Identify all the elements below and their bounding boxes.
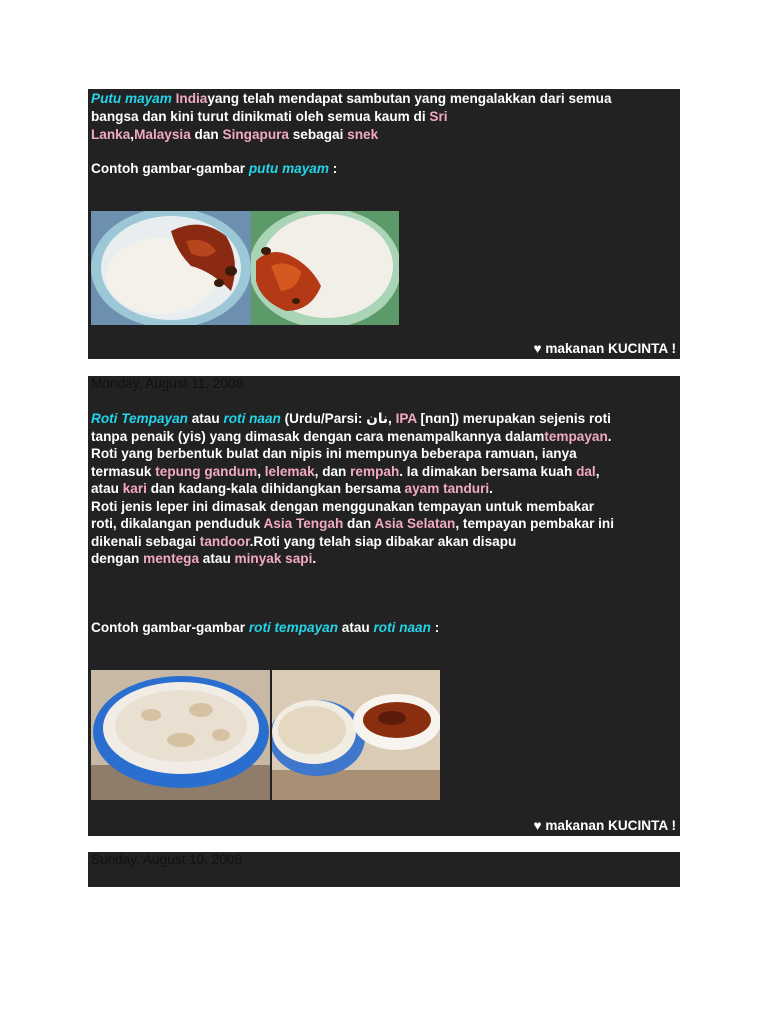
link-sri-lanka[interactable]: Sri <box>429 109 448 124</box>
post-date: Monday, August 11, 2008 <box>91 376 244 391</box>
post-line: Roti jenis leper ini dimasak dengan menggunakan tempayan untuk membakar <box>91 499 595 514</box>
text: atau <box>91 481 123 496</box>
text: bangsa dan kini turut dinikmati oleh semua kaum di <box>91 109 430 124</box>
text: dan <box>190 127 223 142</box>
link-rempah[interactable]: rempah <box>350 464 400 479</box>
text: dikenali sebagai <box>91 534 200 549</box>
text: termasuk <box>91 464 156 479</box>
text: , <box>130 127 135 142</box>
link-tandoor[interactable]: tandoor <box>199 534 250 549</box>
post-line <box>91 428 612 446</box>
text: , <box>388 411 396 426</box>
link-putu-mayam[interactable]: Putu mayam <box>91 91 172 106</box>
text: atau <box>187 411 224 426</box>
post-line <box>91 463 599 481</box>
post-line <box>91 550 316 568</box>
link-sri-lanka[interactable]: Lanka <box>91 127 131 142</box>
urdu-text: نان <box>366 411 389 426</box>
text: sebagai <box>288 127 348 142</box>
examples-heading <box>91 160 337 178</box>
post-line <box>91 410 611 428</box>
link-roti-naan[interactable]: roti naan <box>223 411 281 426</box>
roti-naan-photo-1 <box>91 670 270 800</box>
examples-heading <box>91 619 439 637</box>
post-line <box>91 90 612 108</box>
link-asia-selatan[interactable]: Asia Selatan <box>374 516 456 531</box>
post-panel-next <box>88 852 680 887</box>
post-line <box>91 108 448 126</box>
text: dan kadang-kala dihidangkan bersama <box>146 481 405 496</box>
link-tepung-gandum[interactable]: tepung gandum <box>155 464 258 479</box>
post-line: Roti yang berbentuk bulat dan nipis ini mempunya beberapa ramuan, ianya <box>91 446 577 461</box>
link-kari[interactable]: kari <box>122 481 147 496</box>
link-asia-tengah[interactable]: Asia Tengah <box>263 516 344 531</box>
post-line <box>91 480 493 498</box>
link-roti-naan[interactable]: roti naan <box>373 620 431 635</box>
text: .Roti yang telah siap dibakar akan disapu <box>249 534 517 549</box>
text: Contoh gambar-gambar <box>91 161 249 176</box>
text: dan <box>343 516 375 531</box>
link-putu-mayam[interactable]: putu mayam <box>248 161 329 176</box>
text: , <box>595 464 600 479</box>
link-ipa[interactable]: IPA <box>395 411 417 426</box>
roti-naan-photo-2 <box>272 670 440 800</box>
text: tanpa penaik (yis) yang dimasak dengan cara menampalkannya dalam <box>91 429 545 444</box>
text: dengan <box>91 551 144 566</box>
putu-mayam-photo-2 <box>251 211 399 325</box>
post-line <box>91 533 516 551</box>
link-lelemak[interactable]: lelemak <box>264 464 315 479</box>
link-ayam-tanduri[interactable]: ayam tanduri <box>404 481 490 496</box>
text: Contoh gambar-gambar <box>91 620 249 635</box>
post-panel-roti-naan <box>88 376 680 836</box>
text: [nɑn]) merupakan sejenis roti <box>416 411 611 426</box>
text: . <box>489 481 493 496</box>
post-date: Sunday, August 10, 2008 <box>91 852 242 867</box>
text: . Ia dimakan bersama kuah <box>399 464 577 479</box>
link-tempayan[interactable]: tempayan <box>544 429 608 444</box>
footer-link[interactable]: ♥ makanan KUCINTA ! <box>533 818 676 833</box>
post-line <box>91 515 614 533</box>
link-dal[interactable]: dal <box>576 464 596 479</box>
text: . <box>312 551 317 566</box>
text: , <box>257 464 265 479</box>
text: , tempayan pembakar ini <box>455 516 615 531</box>
text: roti, dikalangan penduduk <box>91 516 264 531</box>
text: atau <box>199 551 235 566</box>
link-singapura[interactable]: Singapura <box>222 127 289 142</box>
link-snek[interactable]: snek <box>347 127 379 142</box>
post-panel-putu-mayam <box>88 89 680 359</box>
link-india[interactable]: India <box>175 91 208 106</box>
text: (Urdu/Parsi: <box>280 411 367 426</box>
link-roti-tempayan[interactable]: roti tempayan <box>248 620 338 635</box>
text: : <box>328 161 338 176</box>
text: , dan <box>314 464 351 479</box>
text: : <box>430 620 440 635</box>
putu-mayam-photo-1 <box>91 211 251 325</box>
link-malaysia[interactable]: Malaysia <box>134 127 191 142</box>
link-minyak-sapi[interactable]: minyak sapi <box>234 551 313 566</box>
text: atau <box>338 620 374 635</box>
link-mentega[interactable]: mentega <box>143 551 200 566</box>
post-line <box>91 126 378 144</box>
link-roti-tempayan[interactable]: Roti Tempayan <box>91 411 188 426</box>
footer-link[interactable]: ♥ makanan KUCINTA ! <box>533 341 676 356</box>
text: yang telah mendapat sambutan yang mengalakkan dari semua <box>207 91 612 106</box>
text: . <box>607 429 612 444</box>
